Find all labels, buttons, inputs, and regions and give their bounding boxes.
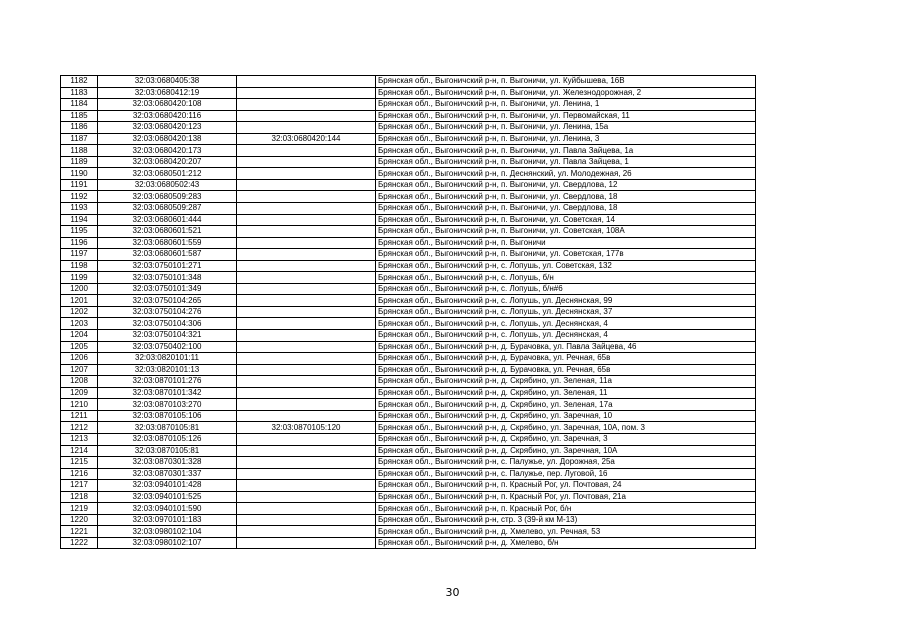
address-cell: Брянская обл., Выгоничский р-н, с. Лопушь, б/н#6 (376, 283, 756, 295)
related-cadastral-number-cell (237, 203, 376, 215)
cadastral-number-cell: 32:03:0870105:81 (98, 422, 237, 434)
related-cadastral-number-cell (237, 514, 376, 526)
related-cadastral-number-cell (237, 306, 376, 318)
related-cadastral-number-cell (237, 145, 376, 157)
row-number-cell: 1202 (61, 306, 98, 318)
cadastral-number-cell: 32:03:0820101:13 (98, 364, 237, 376)
cadastral-number-cell: 32:03:0750101:348 (98, 272, 237, 284)
address-cell: Брянская обл., Выгоничский р-н, д. Бурачовка, ул. Речная, 65в (376, 364, 756, 376)
related-cadastral-number-cell (237, 99, 376, 111)
page-number: 30 (445, 586, 460, 599)
table-row (61, 179, 756, 191)
related-cadastral-number-cell (237, 87, 376, 99)
table-row (61, 537, 756, 549)
cadastral-number-cell: 32:03:0820101:11 (98, 353, 237, 365)
related-cadastral-number-cell (237, 341, 376, 353)
table-row (61, 457, 756, 469)
related-cadastral-number-cell (237, 399, 376, 411)
related-cadastral-number-cell (237, 122, 376, 134)
cadastral-number-cell: 32:03:0680420:207 (98, 156, 237, 168)
row-number-cell: 1199 (61, 272, 98, 284)
table-row (61, 156, 756, 168)
table-row (61, 237, 756, 249)
cadastral-number-cell: 32:03:0980102:107 (98, 537, 237, 549)
cadastral-number-cell: 32:03:0970101:183 (98, 514, 237, 526)
row-number-cell: 1214 (61, 445, 98, 457)
related-cadastral-number-cell (237, 295, 376, 307)
row-number-cell: 1184 (61, 99, 98, 111)
related-cadastral-number-cell (237, 445, 376, 457)
row-number-cell: 1208 (61, 376, 98, 388)
row-number-cell: 1221 (61, 526, 98, 538)
table-row (61, 87, 756, 99)
cadastral-number-cell: 32:03:0940101:428 (98, 480, 237, 492)
table-row (61, 99, 756, 111)
address-cell: Брянская обл., Выгоничский р-н, с. Палужье, ул. Дорожная, 25а (376, 457, 756, 469)
address-cell: Брянская обл., Выгоничский р-н, д. Бурачовка, ул. Речная, 65в (376, 353, 756, 365)
related-cadastral-number-cell (237, 537, 376, 549)
cadastral-number-cell: 32:03:0750101:271 (98, 260, 237, 272)
address-cell: Брянская обл., Выгоничский р-н, п. Выгоничи, ул. Свердлова, 18 (376, 203, 756, 215)
related-cadastral-number-cell (237, 156, 376, 168)
cadastral-number-cell: 32:03:0680601:444 (98, 214, 237, 226)
related-cadastral-number-cell: 32:03:0870105:120 (237, 422, 376, 434)
row-number-cell: 1182 (61, 76, 98, 88)
cadastral-number-cell: 32:03:0750104:276 (98, 306, 237, 318)
related-cadastral-number-cell (237, 283, 376, 295)
cadastral-number-cell: 32:03:0750104:306 (98, 318, 237, 330)
row-number-cell: 1193 (61, 203, 98, 215)
table-row (61, 353, 756, 365)
table-row (61, 295, 756, 307)
row-number-cell: 1218 (61, 491, 98, 503)
address-cell: Брянская обл., Выгоничский р-н, п. Красный Рог, б/н (376, 503, 756, 515)
row-number-cell: 1212 (61, 422, 98, 434)
cadastral-number-cell: 32:03:0750402:100 (98, 341, 237, 353)
related-cadastral-number-cell (237, 410, 376, 422)
row-number-cell: 1183 (61, 87, 98, 99)
address-cell: Брянская обл., Выгоничский р-н, п. Выгоничи (376, 237, 756, 249)
cadastral-number-cell: 32:03:0680420:173 (98, 145, 237, 157)
table-row (61, 249, 756, 261)
table-row (61, 76, 756, 88)
related-cadastral-number-cell (237, 480, 376, 492)
address-cell: Брянская обл., Выгоничский р-н, п. Выгоничи, ул. Павла Зайцева, 1 (376, 156, 756, 168)
row-number-cell: 1188 (61, 145, 98, 157)
address-cell: Брянская обл., Выгоничский р-н, с. Лопушь, ул. Деснянская, 99 (376, 295, 756, 307)
table-row (61, 468, 756, 480)
address-cell: Брянская обл., Выгоничский р-н, д. Скрябино, ул. Заречная, 3 (376, 433, 756, 445)
table-row (61, 110, 756, 122)
table-row (61, 318, 756, 330)
row-number-cell: 1192 (61, 191, 98, 203)
related-cadastral-number-cell (237, 353, 376, 365)
address-cell: Брянская обл., Выгоничский р-н, п. Выгоничи, ул. Ленина, 1 (376, 99, 756, 111)
row-number-cell: 1207 (61, 364, 98, 376)
related-cadastral-number-cell (237, 387, 376, 399)
related-cadastral-number-cell (237, 179, 376, 191)
row-number-cell: 1195 (61, 226, 98, 238)
address-cell: Брянская обл., Выгоничский р-н, д. Скрябино, ул. Зеленая, 11 (376, 387, 756, 399)
row-number-cell: 1190 (61, 168, 98, 180)
related-cadastral-number-cell (237, 191, 376, 203)
table-row (61, 433, 756, 445)
row-number-cell: 1203 (61, 318, 98, 330)
cadastral-number-cell: 32:03:0680420:123 (98, 122, 237, 134)
table-row (61, 145, 756, 157)
address-cell: Брянская обл., Выгоничский р-н, п. Выгоничи, ул. Куйбышева, 16В (376, 76, 756, 88)
related-cadastral-number-cell (237, 237, 376, 249)
row-number-cell: 1196 (61, 237, 98, 249)
address-cell: Брянская обл., Выгоничский р-н, п. Выгоничи, ул. Советская, 108А (376, 226, 756, 238)
row-number-cell: 1197 (61, 249, 98, 261)
related-cadastral-number-cell (237, 260, 376, 272)
related-cadastral-number-cell (237, 364, 376, 376)
cadastral-number-cell: 32:03:0870103:270 (98, 399, 237, 411)
address-cell: Брянская обл., Выгоничский р-н, с. Лопушь, б/н (376, 272, 756, 284)
table-row (61, 260, 756, 272)
table-row (61, 387, 756, 399)
address-cell: Брянская обл., Выгоничский р-н, д. Скрябино, ул. Зеленая, 17а (376, 399, 756, 411)
table-row (61, 364, 756, 376)
related-cadastral-number-cell (237, 526, 376, 538)
related-cadastral-number-cell (237, 249, 376, 261)
row-number-cell: 1220 (61, 514, 98, 526)
table-row (61, 514, 756, 526)
row-number-cell: 1219 (61, 503, 98, 515)
cadastral-number-cell: 32:03:0680509:283 (98, 191, 237, 203)
table-row (61, 445, 756, 457)
row-number-cell: 1210 (61, 399, 98, 411)
related-cadastral-number-cell (237, 110, 376, 122)
related-cadastral-number-cell (237, 503, 376, 515)
cadastral-number-cell: 32:03:0870105:106 (98, 410, 237, 422)
table-row (61, 410, 756, 422)
row-number-cell: 1191 (61, 179, 98, 191)
address-cell: Брянская обл., Выгоничский р-н, п. Выгоничи, ул. Советская, 177в (376, 249, 756, 261)
row-number-cell: 1189 (61, 156, 98, 168)
row-number-cell: 1213 (61, 433, 98, 445)
table-row (61, 341, 756, 353)
table-row (61, 480, 756, 492)
related-cadastral-number-cell (237, 491, 376, 503)
table-row (61, 214, 756, 226)
cadastral-number-cell: 32:03:0870101:276 (98, 376, 237, 388)
address-cell: Брянская обл., Выгоничский р-н, п. Выгоничи, ул. Советская, 14 (376, 214, 756, 226)
cadastral-number-cell: 32:03:0680601:521 (98, 226, 237, 238)
address-cell: Брянская обл., Выгоничский р-н, п. Выгоничи, ул. Ленина, 15а (376, 122, 756, 134)
address-cell: Брянская обл., Выгоничский р-н, п. Выгоничи, ул. Свердлова, 18 (376, 191, 756, 203)
cadastral-number-cell: 32:03:0940101:590 (98, 503, 237, 515)
table-row (61, 422, 756, 434)
cadastral-number-cell: 32:03:0870105:126 (98, 433, 237, 445)
table-row (61, 283, 756, 295)
related-cadastral-number-cell (237, 433, 376, 445)
related-cadastral-number-cell (237, 272, 376, 284)
related-cadastral-number-cell (237, 457, 376, 469)
address-cell: Брянская обл., Выгоничский р-н, п. Выгоничи, ул. Первомайская, 11 (376, 110, 756, 122)
address-cell: Брянская обл., Выгоничский р-н, с. Лопушь, ул. Деснянская, 4 (376, 330, 756, 342)
table-row (61, 503, 756, 515)
address-cell: Брянская обл., Выгоничский р-н, стр. 3 (39-й км М-13) (376, 514, 756, 526)
table-row (61, 330, 756, 342)
address-cell: Брянская обл., Выгоничский р-н, д. Скрябино, ул. Заречная, 10А, пом. 3 (376, 422, 756, 434)
cadastral-number-cell: 32:03:0750101:349 (98, 283, 237, 295)
address-cell: Брянская обл., Выгоничский р-н, с. Лопушь, ул. Советская, 132 (376, 260, 756, 272)
address-cell: Брянская обл., Выгоничский р-н, п. Деснянский, ул. Молодежная, 26 (376, 168, 756, 180)
address-cell: Брянская обл., Выгоничский р-н, д. Бурачовка, ул. Павла Зайцева, 46 (376, 341, 756, 353)
address-cell: Брянская обл., Выгоничский р-н, п. Выгоничи, ул. Ленина, 3 (376, 133, 756, 145)
row-number-cell: 1186 (61, 122, 98, 134)
cadastral-number-cell: 32:03:0680502:43 (98, 179, 237, 191)
cadastral-number-cell: 32:03:0680405:38 (98, 76, 237, 88)
property-register-table (60, 75, 756, 549)
cadastral-number-cell: 32:03:0870105:81 (98, 445, 237, 457)
cadastral-number-cell: 32:03:0680501:212 (98, 168, 237, 180)
related-cadastral-number-cell (237, 168, 376, 180)
related-cadastral-number-cell (237, 76, 376, 88)
register-table-body (61, 76, 756, 549)
address-cell: Брянская обл., Выгоничский р-н, с. Палужье, пер. Луговой, 16 (376, 468, 756, 480)
cadastral-number-cell: 32:03:0680412:19 (98, 87, 237, 99)
cadastral-number-cell: 32:03:0870301:328 (98, 457, 237, 469)
row-number-cell: 1198 (61, 260, 98, 272)
row-number-cell: 1205 (61, 341, 98, 353)
row-number-cell: 1217 (61, 480, 98, 492)
row-number-cell: 1194 (61, 214, 98, 226)
row-number-cell: 1185 (61, 110, 98, 122)
address-cell: Брянская обл., Выгоничский р-н, п. Красный Рог, ул. Почтовая, 24 (376, 480, 756, 492)
table-row (61, 491, 756, 503)
table-row (61, 526, 756, 538)
cadastral-number-cell: 32:03:0870301:337 (98, 468, 237, 480)
address-cell: Брянская обл., Выгоничский р-н, д. Хмелево, б/н (376, 537, 756, 549)
row-number-cell: 1211 (61, 410, 98, 422)
related-cadastral-number-cell: 32:03:0680420:144 (237, 133, 376, 145)
table-row (61, 191, 756, 203)
address-cell: Брянская обл., Выгоничский р-н, п. Красный Рог, ул. Почтовая, 21а (376, 491, 756, 503)
related-cadastral-number-cell (237, 318, 376, 330)
row-number-cell: 1187 (61, 133, 98, 145)
address-cell: Брянская обл., Выгоничский р-н, д. Скрябино, ул. Заречная, 10 (376, 410, 756, 422)
related-cadastral-number-cell (237, 214, 376, 226)
cadastral-number-cell: 32:03:0680420:108 (98, 99, 237, 111)
address-cell: Брянская обл., Выгоничский р-н, с. Лопушь, ул. Деснянская, 4 (376, 318, 756, 330)
row-number-cell: 1215 (61, 457, 98, 469)
cadastral-number-cell: 32:03:0980102:104 (98, 526, 237, 538)
address-cell: Брянская обл., Выгоничский р-н, д. Скрябино, ул. Зеленая, 11а (376, 376, 756, 388)
address-cell: Брянская обл., Выгоничский р-н, д. Хмелево, ул. Речная, 53 (376, 526, 756, 538)
related-cadastral-number-cell (237, 468, 376, 480)
related-cadastral-number-cell (237, 330, 376, 342)
address-cell: Брянская обл., Выгоничский р-н, с. Лопушь, ул. Деснянская, 37 (376, 306, 756, 318)
row-number-cell: 1204 (61, 330, 98, 342)
row-number-cell: 1222 (61, 537, 98, 549)
cadastral-number-cell: 32:03:0680601:587 (98, 249, 237, 261)
cadastral-number-cell: 32:03:0680601:559 (98, 237, 237, 249)
row-number-cell: 1200 (61, 283, 98, 295)
cadastral-number-cell: 32:03:0680420:116 (98, 110, 237, 122)
cadastral-number-cell: 32:03:0680420:138 (98, 133, 237, 145)
cadastral-number-cell: 32:03:0940101:525 (98, 491, 237, 503)
table-row (61, 133, 756, 145)
table-row (61, 399, 756, 411)
address-cell: Брянская обл., Выгоничский р-н, п. Выгоничи, ул. Павла Зайцева, 1а (376, 145, 756, 157)
table-row (61, 376, 756, 388)
row-number-cell: 1206 (61, 353, 98, 365)
cadastral-number-cell: 32:03:0750104:265 (98, 295, 237, 307)
table-row (61, 306, 756, 318)
row-number-cell: 1216 (61, 468, 98, 480)
row-number-cell: 1209 (61, 387, 98, 399)
table-row (61, 272, 756, 284)
related-cadastral-number-cell (237, 376, 376, 388)
row-number-cell: 1201 (61, 295, 98, 307)
address-cell: Брянская обл., Выгоничский р-н, п. Выгоничи, ул. Железнодорожная, 2 (376, 87, 756, 99)
table-row (61, 122, 756, 134)
cadastral-number-cell: 32:03:0680509:287 (98, 203, 237, 215)
table-row (61, 168, 756, 180)
related-cadastral-number-cell (237, 226, 376, 238)
table-row (61, 203, 756, 215)
address-cell: Брянская обл., Выгоничский р-н, д. Скрябино, ул. Заречная, 10А (376, 445, 756, 457)
cadastral-number-cell: 32:03:0870101:342 (98, 387, 237, 399)
address-cell: Брянская обл., Выгоничский р-н, п. Выгоничи, ул. Свердлова, 12 (376, 179, 756, 191)
cadastral-number-cell: 32:03:0750104:321 (98, 330, 237, 342)
table-row (61, 226, 756, 238)
